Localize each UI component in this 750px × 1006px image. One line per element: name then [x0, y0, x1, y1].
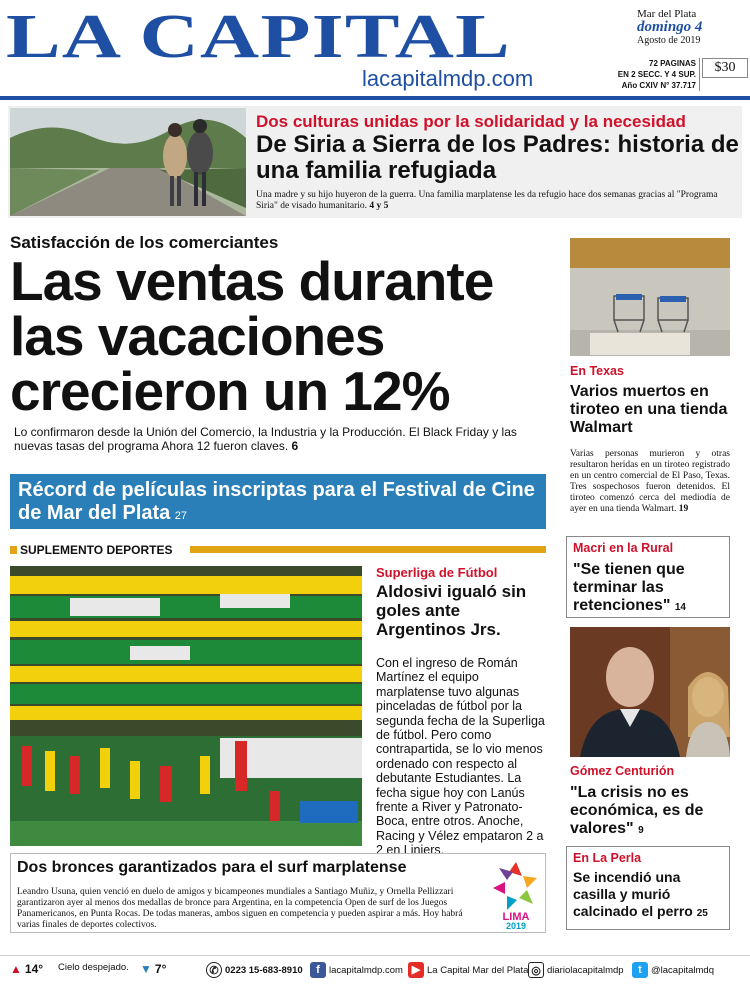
- walmart-photo: [570, 238, 730, 356]
- top-story-pages: 4 y 5: [369, 201, 389, 211]
- gomez-centurion-photo: [570, 627, 730, 757]
- sports-section-label: SUPLEMENTO DEPORTES: [20, 543, 176, 557]
- facebook-handle: lacapitalmdp.com: [329, 964, 403, 976]
- walmart-text: Varias personas murieron y otras resultaron heridas en un tiroteo registrado en un centro comercial de El Paso, Texas. Tres sospechosos fueron detenidos. El tiroteo comenzó cerca del mediodía de ayer en una tienda Walmart.: [570, 449, 730, 514]
- surf-headline: Dos bronces garantizados para el surf marplatense: [17, 859, 407, 876]
- website-link[interactable]: lacapitalmdp.com: [362, 66, 534, 91]
- sports-bar-line: [190, 546, 546, 553]
- macri-kicker: Macri en la Rural: [573, 541, 674, 555]
- newspaper-logo[interactable]: LA CAPITAL: [6, 3, 512, 71]
- instagram-link[interactable]: [528, 962, 624, 978]
- section-count: EN 2 SECC. Y 4 SUP.: [617, 70, 696, 79]
- sports-headline[interactable]: Aldosivi igualó sin goles ante Argentinos Jrs.: [376, 582, 527, 639]
- masthead: [0, 0, 750, 100]
- instagram-icon: ◎: [528, 962, 544, 978]
- top-story[interactable]: [8, 106, 742, 218]
- price-badge: $30: [702, 58, 748, 78]
- dateline: [637, 8, 745, 47]
- walmart-body: [570, 449, 730, 515]
- lead-text: Lo confirmaron desde la Unión del Comercio, la Industria y la Producción. El Black Friday y las nuevas tasas del programa Ahora 12 fueron claves.: [14, 425, 517, 453]
- perla-headline: [573, 869, 723, 922]
- whatsapp-number: 0223 15-683-8910: [225, 964, 303, 976]
- up-triangle-icon: ▲: [10, 962, 22, 976]
- whatsapp-icon: ✆: [206, 962, 222, 978]
- surf-body: Leandro Usuna, quien venció en duelo de amigos y bicampeones mundiales a Santiago Muñiz, y Ornella Pellizzari garantizaron ayer al menos dos medallas de bronce para Argentina, en la competencia Open de surf de los Juegos Panamericanos, en Punta Rocas. De todas maneras, ambos siguen en competencia y pueden aspirar a más. Hoy habrá varias finales de deportes colectivos.: [17, 887, 463, 930]
- day-label: domingo 4: [637, 19, 703, 35]
- max-temp: [10, 962, 43, 976]
- max-temp-value: 14°: [24, 962, 44, 976]
- twitter-icon: t: [632, 962, 648, 978]
- macri-story[interactable]: [566, 536, 730, 618]
- lead-kicker: Satisfacción de los comerciantes: [10, 233, 279, 252]
- refugee-photo: [10, 108, 246, 216]
- sports-body: Con el ingreso de Román Martínez el equipo marplatense tuvo algunas pinceladas de fútbol por la segunda fecha de la Superliga de fútbol. Pero como contrapartida, se lo vio menos ordenado con respecto al debutante Estudiantes. La fecha sigue hoy con Lanús frente a River y Patronato-Boca, entre otros. Anoche, Racing y Vélez empataron 2 a 2 en Liniers.: [376, 656, 545, 858]
- whatsapp-contact[interactable]: [206, 962, 303, 978]
- city-label: Mar del Plata: [637, 8, 697, 20]
- top-story-text: Una madre y su hijo huyeron de la guerra. Una familia marplatense les da refugio hace dos semanas gracias al "Programa Siria" de visado humanitario.: [256, 190, 718, 211]
- lead-page: 6: [291, 439, 299, 453]
- min-temp-value: 7°: [154, 962, 167, 976]
- perla-page: 25: [696, 908, 708, 919]
- cine-banner[interactable]: [10, 474, 546, 529]
- facebook-icon: f: [310, 962, 326, 978]
- gomez-headline-text: "La crisis no es económica, es de valores": [570, 784, 704, 837]
- sky-status: Cielo despejado.: [58, 962, 129, 973]
- sports-bar-square: [10, 546, 17, 554]
- youtube-icon: ▶: [408, 962, 424, 978]
- gomez-page: 9: [638, 825, 644, 836]
- gomez-kicker: Gómez Centurión: [570, 764, 675, 778]
- perla-headline-text: Se incendió una casilla y murió calcinado el perro: [573, 869, 693, 919]
- youtube-handle: La Capital Mar del Plata: [427, 964, 529, 976]
- perla-story[interactable]: [566, 846, 730, 930]
- perla-kicker: En La Perla: [573, 851, 642, 865]
- gomez-headline: [570, 784, 730, 840]
- edition-info: [614, 58, 700, 91]
- youtube-link[interactable]: [408, 962, 528, 978]
- top-story-kicker: Dos culturas unidas por la solidaridad y la necesidad: [256, 112, 686, 131]
- cine-headline: Récord de películas inscriptas para el Festival de Cine de Mar del Plata: [18, 479, 535, 524]
- masthead-rule: [0, 96, 750, 100]
- facebook-link[interactable]: [310, 962, 403, 978]
- football-photo: [10, 566, 362, 846]
- top-story-body: [256, 190, 740, 212]
- lead-body: [14, 425, 548, 453]
- macri-headline-text: "Se tienen que terminar las retenciones": [573, 561, 685, 614]
- macri-page: 14: [674, 602, 686, 613]
- walmart-kicker: En Texas: [570, 364, 624, 378]
- instagram-handle: diariolacapitalmdp: [547, 964, 624, 976]
- sports-section-bar: [10, 543, 546, 557]
- lima-logo-year: 2019: [505, 921, 527, 930]
- footer: [0, 955, 750, 983]
- page-count: 72 PAGINAS: [649, 59, 696, 68]
- walmart-page: 19: [678, 504, 689, 514]
- gomez-story[interactable]: [570, 764, 730, 840]
- year-number: Año CXIV N° 37.717: [621, 81, 696, 90]
- date-label: Agosto de 2019: [637, 35, 701, 46]
- down-triangle-icon: ▼: [140, 962, 152, 976]
- surf-story[interactable]: [10, 853, 546, 933]
- min-temp: [140, 962, 166, 976]
- macri-headline: [573, 561, 723, 617]
- top-story-headline[interactable]: De Siria a Sierra de los Padres: historia de una familia refugiada: [256, 131, 739, 184]
- walmart-headline: Varios muertos en tiroteo en una tienda Walmart: [570, 383, 728, 436]
- sports-kicker: Superliga de Fútbol: [376, 565, 498, 580]
- walmart-story[interactable]: [570, 364, 730, 515]
- lima-2019-logo: [489, 858, 543, 930]
- cine-page: 27: [174, 510, 187, 522]
- twitter-handle: @lacapitalmdq: [651, 964, 714, 976]
- twitter-link[interactable]: [632, 962, 714, 978]
- lead-headline[interactable]: Las ventas durante las vacaciones crecieron un 12%: [10, 250, 494, 422]
- lima-logo-text: LIMA: [502, 911, 530, 923]
